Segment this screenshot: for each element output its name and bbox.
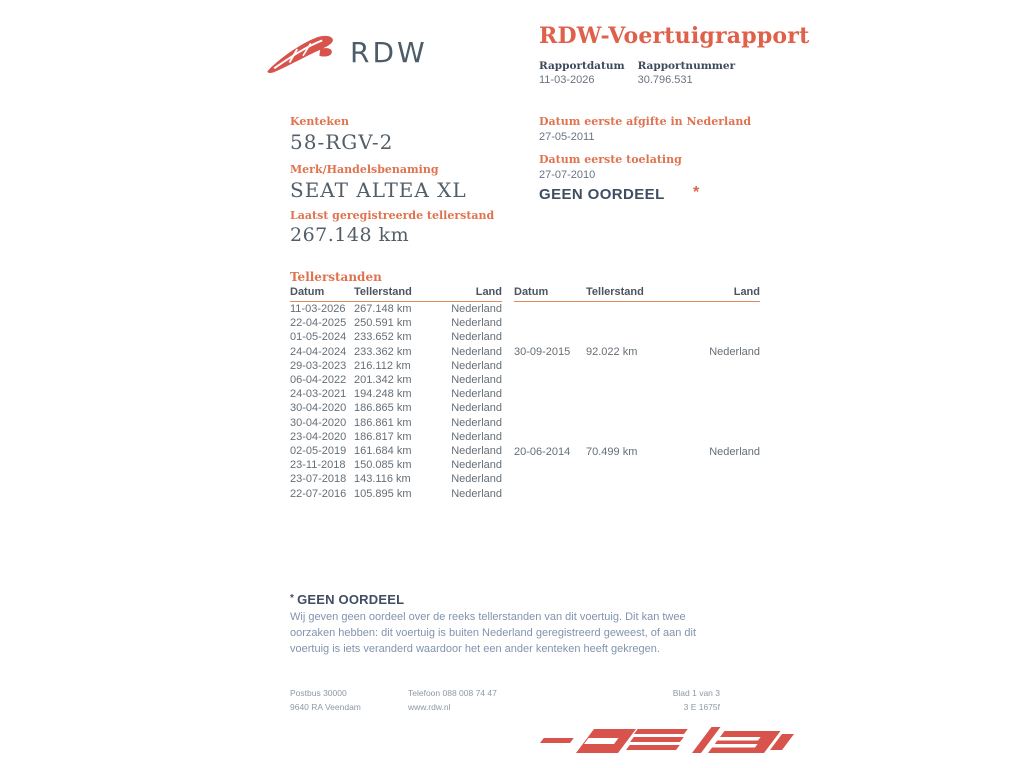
table-row xyxy=(290,345,502,359)
rdw-logo xyxy=(264,26,428,76)
toelating-value: 27-07-2010 xyxy=(539,169,596,181)
vehicle-identification xyxy=(290,115,467,211)
disclaimer-body: Wij geven geen oordeel over de reeks tellerstanden van dit voertuig. Dit kan twee oorzaken hebben: dit voertuig is buiten Nederland geregistreerd geweest, of aan dit voertuig is iets veranderd waardoor het een ander kenteken heeft gekregen. xyxy=(290,611,697,655)
cell-tellerstand: 201.342 km xyxy=(354,374,412,387)
cell-datum: 11-03-2026 xyxy=(290,303,346,316)
cell-land: Nederland xyxy=(451,473,502,486)
speed-stripes-graphic xyxy=(538,722,794,766)
cell-datum: 29-03-2023 xyxy=(290,359,347,372)
cell-land: Nederland xyxy=(451,430,502,443)
odometer-table-right xyxy=(514,286,760,501)
table-header-row xyxy=(290,286,502,302)
footer-page-info xyxy=(560,687,720,714)
cell-tellerstand: 233.652 km xyxy=(354,331,412,344)
cell-tellerstand: 150.085 km xyxy=(354,459,412,472)
table-row xyxy=(290,430,502,444)
table-row xyxy=(290,486,502,500)
kenteken-value: 58-RGV-2 xyxy=(290,130,394,154)
rapportdatum-value: 11-03-2026 xyxy=(539,74,595,86)
table-row xyxy=(290,444,502,458)
toelating-label: Datum eerste toelating xyxy=(539,153,682,166)
disclaimer-asterisk: * xyxy=(290,593,295,604)
cell-tellerstand: 250.591 km xyxy=(354,317,412,330)
table-header-row xyxy=(514,286,760,302)
registration-dates xyxy=(539,115,751,191)
cell-tellerstand: 194.248 km xyxy=(354,388,412,401)
odometer-tables xyxy=(290,286,760,501)
table-row xyxy=(290,330,502,344)
cell-land: Nederland xyxy=(451,359,502,372)
merk-label: Merk/Handelsbenaming xyxy=(290,163,439,176)
cell-tellerstand: 216.112 km xyxy=(354,359,411,372)
cell-land: Nederland xyxy=(451,459,502,472)
report-meta xyxy=(539,60,809,86)
cell-tellerstand: 70.499 km xyxy=(586,445,638,458)
footer-phone: Telefoon 088 008 74 47 xyxy=(408,688,497,698)
tellerstanden-section-label: Tellerstanden xyxy=(290,270,382,284)
footer-contact xyxy=(408,687,497,714)
table-row xyxy=(290,416,502,430)
cell-tellerstand: 143.116 km xyxy=(354,473,411,486)
geen-oordeel-disclaimer xyxy=(290,592,712,658)
footer-address-line1: Postbus 30000 xyxy=(290,688,347,698)
col-datum: Datum xyxy=(514,286,578,302)
oordeel-value: GEEN OORDEEL xyxy=(539,186,665,203)
cell-land: Nederland xyxy=(451,303,502,316)
footer-address xyxy=(290,687,361,714)
kenteken-label: Kenteken xyxy=(290,115,350,128)
report-title: RDW-Voertuigrapport xyxy=(539,23,810,49)
col-land: Land xyxy=(446,286,502,302)
cell-land: Nederland xyxy=(451,345,502,358)
rapportdatum-label: Rapportdatum xyxy=(539,60,625,72)
cell-land: Nederland xyxy=(451,374,502,387)
cell-datum: 23-04-2020 xyxy=(290,430,347,443)
cell-tellerstand: 161.684 km xyxy=(354,444,412,457)
rapportnummer-field xyxy=(638,60,736,86)
afgifte-label: Datum eerste afgifte in Nederland xyxy=(539,115,752,128)
rapportdatum-field xyxy=(539,60,625,86)
table-row xyxy=(290,359,502,373)
cell-datum: 30-04-2020 xyxy=(290,402,347,415)
table-row xyxy=(290,458,502,472)
cell-tellerstand: 186.861 km xyxy=(354,416,412,429)
col-tellerstand: Tellerstand xyxy=(578,286,678,302)
cell-tellerstand: 186.817 km xyxy=(354,430,412,443)
cell-tellerstand: 105.895 km xyxy=(354,487,412,500)
tellerstand-value: 267.148 km xyxy=(290,224,410,246)
cell-datum: 30-04-2020 xyxy=(290,416,347,429)
cell-datum: 01-05-2024 xyxy=(290,331,347,344)
odometer-rows-right xyxy=(514,302,760,501)
cell-datum: 22-04-2025 xyxy=(290,317,347,330)
cell-datum: 24-04-2024 xyxy=(290,345,347,358)
odometer-table-left xyxy=(290,286,502,501)
cell-tellerstand: 92.022 km xyxy=(586,346,638,359)
footer-website: www.rdw.nl xyxy=(408,701,451,712)
last-odometer-block xyxy=(290,209,494,255)
odometer-rows-left xyxy=(290,302,502,501)
cell-land: Nederland xyxy=(709,346,760,359)
table-row xyxy=(290,472,502,486)
cell-datum: 20-06-2014 xyxy=(514,445,571,458)
cell-tellerstand: 267.148 km xyxy=(354,303,412,316)
cell-datum: 22-07-2016 xyxy=(290,487,347,500)
report-header xyxy=(539,23,809,86)
col-datum: Datum xyxy=(290,286,354,302)
oordeel-asterisk: * xyxy=(693,184,700,201)
cell-datum: 24-03-2021 xyxy=(290,388,347,401)
table-row xyxy=(514,403,760,501)
footer-form-code: 3 E 1675f xyxy=(683,701,720,712)
rapportnummer-value: 30.796.531 xyxy=(637,74,693,86)
col-land: Land xyxy=(678,286,760,302)
table-row xyxy=(514,302,760,403)
table-row xyxy=(290,302,502,317)
rdw-wing-icon xyxy=(264,26,342,76)
cell-land: Nederland xyxy=(451,331,502,344)
cell-land: Nederland xyxy=(451,444,502,457)
tellerstand-label: Laatst geregistreerde tellerstand xyxy=(290,209,495,222)
cell-land: Nederland xyxy=(451,317,502,330)
footer-page-indicator: Blad 1 van 3 xyxy=(672,688,720,698)
col-tellerstand: Tellerstand xyxy=(354,286,446,302)
merk-value: SEAT ALTEA XL xyxy=(290,178,467,202)
cell-datum: 23-07-2018 xyxy=(290,473,347,486)
table-row xyxy=(290,373,502,387)
cell-land: Nederland xyxy=(451,388,502,401)
cell-land: Nederland xyxy=(451,416,502,429)
table-row xyxy=(290,401,502,415)
cell-datum: 06-04-2022 xyxy=(290,374,347,387)
cell-tellerstand: 186.865 km xyxy=(354,402,412,415)
cell-datum: 30-09-2015 xyxy=(514,346,571,359)
afgifte-value: 27-05-2011 xyxy=(539,131,595,143)
footer-address-line2: 9640 RA Veendam xyxy=(290,701,361,712)
cell-tellerstand: 233.362 km xyxy=(354,345,412,358)
cell-datum: 02-05-2019 xyxy=(290,444,347,457)
disclaimer-title-text: GEEN OORDEEL xyxy=(297,592,405,607)
cell-datum: 23-11-2018 xyxy=(290,459,346,472)
cell-land: Nederland xyxy=(451,402,502,415)
disclaimer-title xyxy=(290,592,712,607)
table-row xyxy=(290,316,502,330)
rdw-logo-text: RDW xyxy=(350,35,428,69)
rapportnummer-label: Rapportnummer xyxy=(637,60,736,72)
cell-land: Nederland xyxy=(451,487,502,500)
cell-land: Nederland xyxy=(709,445,760,458)
table-row xyxy=(290,387,502,401)
